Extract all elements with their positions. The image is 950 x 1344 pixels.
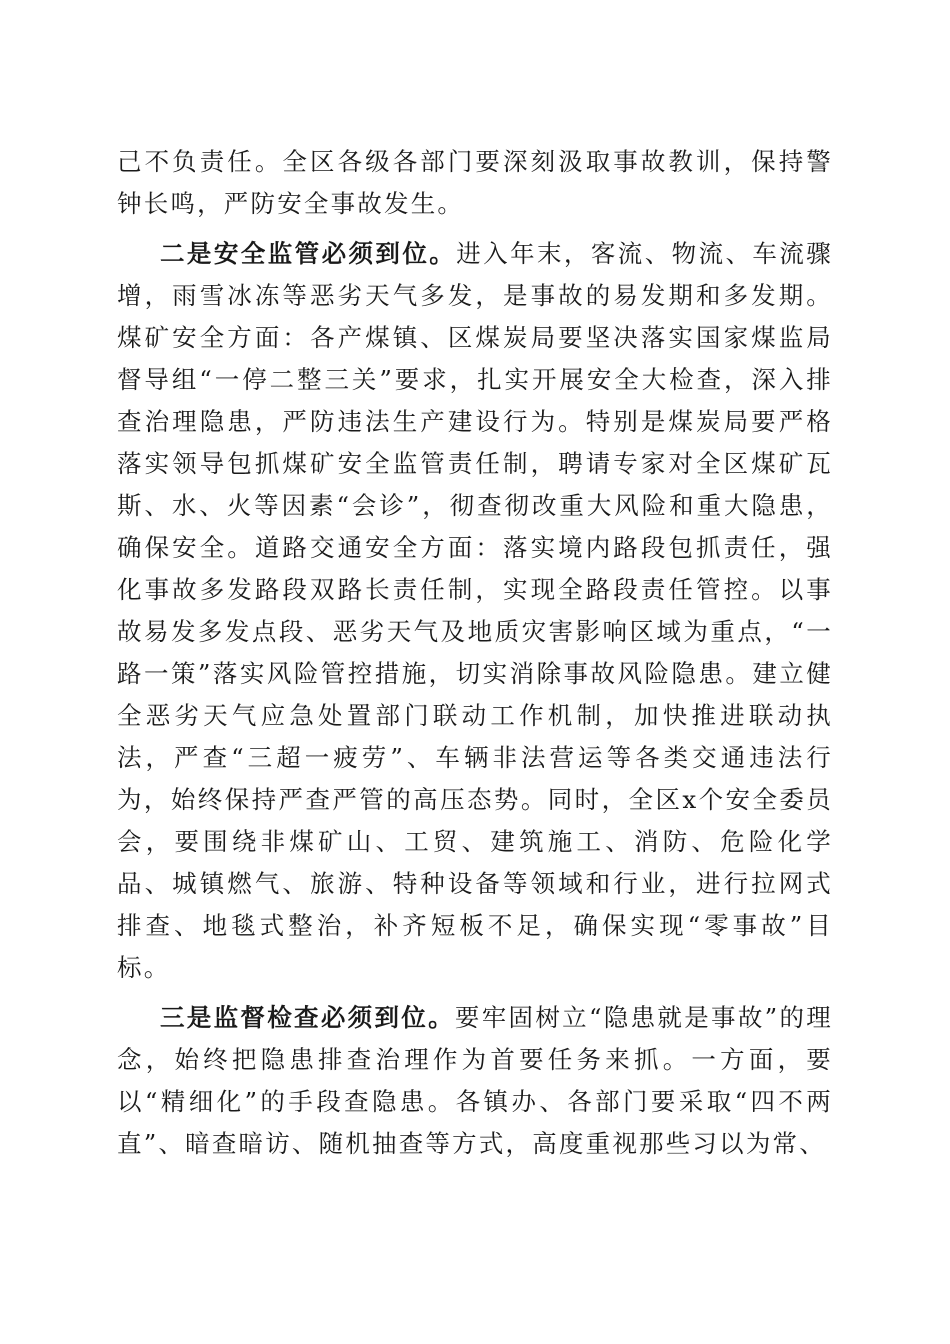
- paragraph-1: [117, 141, 833, 225]
- paragraph-2-text: 进入年末，客流、物流、车流骤增，雨雪冰冻等恶劣天气多发，是事故的易发期和多发期。煤矿安全方面：各产煤镇、区煤炭局要坚决落实国家煤监局督导组“一停二整三关”要求，扎实开展安全大检查，深入排查治理隐患，严防违法生产建设行为。特别是煤炭局要严格落实领导包抓煤矿安全监管责任制，聘请专家对全区煤矿瓦斯、水、火等因素“会诊”，彻查彻改重大风险和重大隐患，确保安全。道路交通安全方面：落实境内路段包抓责任，强化事故多发路段双路长责任制，实现全路段责任管控。以事故易发多发点段、恶劣天气及地质灾害影响区域为重点，“一路一策”落实风险管控措施，切实消除事故风险隐患。建立健全恶劣天气应急处置部门联动工作机制，加快推进联动执法，严查“三超一疲劳”、车辆非法营运等各类交通违法行为，始终保持严查严管的高压态势。同时，全区x个安全委员会，要围绕非煤矿山、工贸、建筑施工、消防、危险化学品、城镇燃气、旅游、特种设备等领域和行业，进行拉网式排查、地毯式整治，补齐短板不足，确保实现“零事故”目标。: [117, 239, 833, 982]
- paragraph-2: [117, 233, 833, 989]
- paragraph-3-text: 要牢固树立“隐患就是事故”的理念，始终把隐患排查治理作为首要任务来抓。一方面，要以“精细化”的手段查隐患。各镇办、各部门要采取“四不两直”、暗查暗访、随机抽查等方式，高度重视那些习以为常、: [117, 1003, 833, 1158]
- document-body: [117, 141, 833, 1165]
- paragraph-2-heading: 二是安全监管必须到位。: [160, 239, 457, 268]
- paragraph-1-text: 己不负责任。全区各级各部门要深刻汲取事故教训，保持警钟长鸣，严防安全事故发生。: [117, 147, 833, 218]
- paragraph-3-heading: 三是监督检查必须到位。: [160, 1003, 455, 1032]
- paragraph-3: [117, 997, 833, 1165]
